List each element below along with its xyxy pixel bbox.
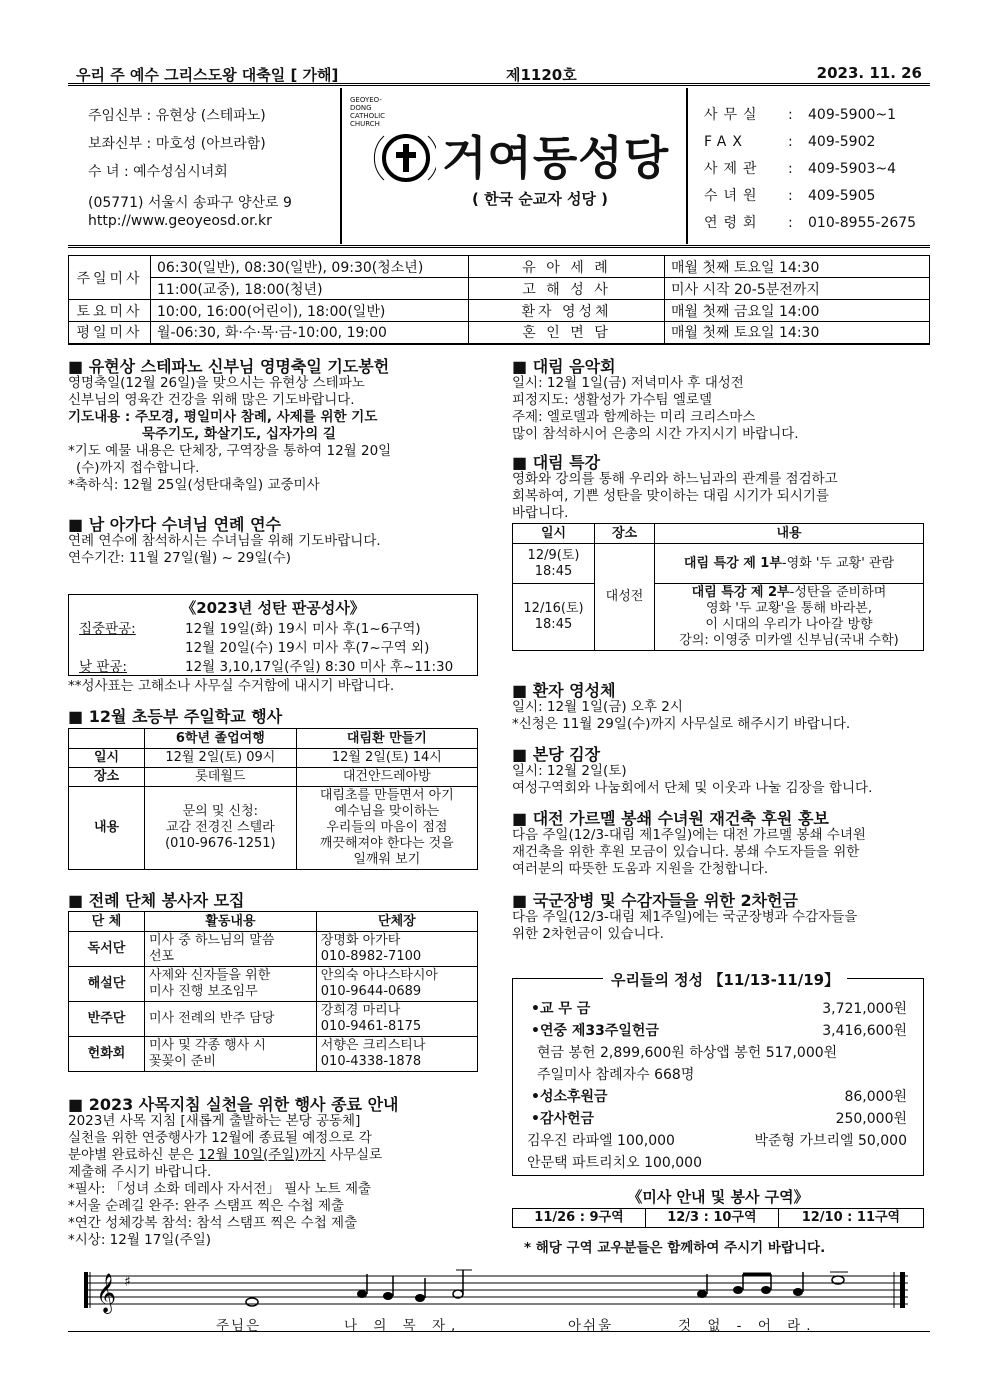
logo-ring-text: GEOYEO-DONG CATHOLIC CHURCH xyxy=(350,96,386,128)
section-title: ■ 남 아가다 수녀님 연례 연수 xyxy=(68,515,281,534)
section-title: ■ 대림 특강 xyxy=(512,453,601,472)
svg-text:𝄞: 𝄞 xyxy=(96,1273,117,1313)
mass-zone-note: * 해당 구역 교우분들은 함께하여 주시기 바랍니다. xyxy=(524,1240,826,1256)
sick-communion-value: 매월 첫째 금요일 14:00 xyxy=(665,300,930,322)
confession-value: 미사 시작 20-5분전까지 xyxy=(665,278,930,300)
lyric-4: 것 없 - 어 라. xyxy=(678,1318,817,1334)
pastor: 주임신부 : 유현상 (스테파노) xyxy=(88,108,266,124)
lyric-2: 나 의 목 자, xyxy=(344,1318,462,1334)
mass-zone-title: 《미사 안내 및 봉사 구역》 xyxy=(627,1188,809,1206)
section-feast-prayer: ■ 유현상 스테파노 신부님 영명축일 기도봉헌 영명축일(12월 26일)을 맞으시는 유현상 스테파노 신부님의 영육간 건강을 위해 많은 기도바랍니다. 기도내용 : 주모경, 평일미사 참례, 사제를 위한 기도 묵주기도, 화살기도, 십자가의 길 *기도 예물 내용은 단체장, 구역장을 통하여 12월 20일 (수)까지 접수합니다. *축하식: 12월 25일(성탄대축일) 교중미사 xyxy=(68,358,478,494)
section-title: ■ 유현상 스테파노 신부님 영명축일 기도봉헌 xyxy=(68,357,390,376)
contacts xyxy=(704,102,916,237)
sunday-school-table: 6학년 졸업여행 대림환 만들기 일시 12월 2일(토) 09시 12월 2일(토) 14시 장소 롯데월드 대건안드레아방 내용 문의 및 신청: 교감 전경진 스텔라 (010-9676-1251) 대림초를 만들면서 아기 예수님을 맞이하는 우리들의 마음이 점점 깨끗해져야 한다는 것을 일깨워 보기 xyxy=(68,728,478,870)
section-sunday-school xyxy=(68,708,478,870)
volunteer-table: 단 체 활동내용 단체장 독서단 미사 중 하느님의 말씀 선포 장명화 아가타 010-8982-7100 해설단 사제와 신자들을 위한 미사 진행 보조임무 안의숙 아나스타시아 010-9644-0689 반주단 미사 전례의 반주 담당 강희경 마리나 010-9461-8175 헌화회 미사 및 각종 행사 시 꽃꽂이 준비 서향은 크리스티나 010-4338-1878 xyxy=(68,911,478,1072)
section-advent-lecture: ■ 대림 특강 영화와 강의를 통해 우리와 하느님과의 관계를 점검하고 회복하여, 기쁜 성탄을 맞이하는 대림 시기가 되시기를 바랍니다. 일시 장소 내용 12/9(토) 18:45 대성전 대림 특강 제 1부-영화 '두 교황' 관람 12/16(토) 18:45 대림 특강 제 2부-성탄을 준비하며 영화 '두 교황'을 통해 바라본, 이 시대의 우리가 나아갈 방향 강의: 이영중 미카엘 신부님(국내 수학) xyxy=(512,454,924,651)
section-advent-concert: ■ 대림 음악회 일시: 12월 1일(금) 저녁미사 후 대성전 피정지도: 생활성가 가수팀 엘로델 주제: 엘로델과 함께하는 미리 크리스마스 많이 참석하시어 은총의 시간 가지시기 바랍니다. xyxy=(512,358,924,443)
church-logo-icon xyxy=(372,108,436,208)
contact-fax: FAX : 409-5902 xyxy=(704,134,876,150)
marriage-value: 매월 첫째 토요일 14:30 xyxy=(665,322,930,344)
church-subtitle: ( 한국 순교자 성당 ) xyxy=(472,190,609,208)
section-pastoral-guideline: ■ 2023 사목지침 실천을 위한 행사 종료 안내 2023년 사목 지침 [새롭게 출발하는 본당 공동체] 실천을 위한 연중행사가 12월에 종료될 예정으로 각 분야별 완료하신 분은 12월 10일(주일)까지 사무실로 제출해 주시기 바랍니다. *필사: 「성녀 소화 데레사 자서전」 필사 노트 제출 *서울 순례길 완주: 완주 스탬프 찍은 수첩 제출 *연간 성체강복 참석: 참석 스탬프 찍은 수첩 제출 *시상: 12월 17일(주일) xyxy=(68,1096,478,1249)
address: (05771) 서울시 송파구 양산로 9 xyxy=(88,195,292,211)
saturday-mass-times: 10:00, 16:00(어린이), 18:00(일반) xyxy=(151,300,469,322)
confession-label: 고 해 성 사 xyxy=(469,278,665,300)
baptism-value: 매월 첫째 토요일 14:30 xyxy=(665,256,930,278)
issue-date: 2023. 11. 26 xyxy=(816,64,922,82)
svg-text:♯: ♯ xyxy=(124,1274,131,1290)
staff-notation-icon xyxy=(68,1262,930,1316)
sick-communion-label: 환자 영성체 xyxy=(469,300,665,322)
mass-schedule-table xyxy=(68,255,930,345)
christmas-confession-box: 《2023년 성탄 판공성사》 집중판공: 12월 19일(화) 19시 미사 후(1~6구역) 12월 20일(수) 19시 미사 후(7~구역 외) 낮 판공: 12월 3,10,17일(주일) 8:30 미사 후~11:30 xyxy=(68,594,478,676)
section-liturgy-volunteers xyxy=(68,892,478,1072)
sunday-mass-times-2: 11:00(교중), 18:00(청년) xyxy=(151,278,469,300)
section-title: ■ 본당 김장 xyxy=(512,745,601,764)
top-bar xyxy=(68,60,930,86)
marriage-label: 혼 인 면 담 xyxy=(469,322,665,344)
offering-title: 우리들의 정성 【11/13-11/19】 xyxy=(603,969,847,990)
saturday-mass-label: 토요미사 xyxy=(69,300,151,322)
section-title: ■ 2023 사목지침 실천을 위한 행사 종료 안내 xyxy=(68,1095,399,1114)
contact-funeral: 연령회 : 010-8955-2675 xyxy=(704,215,917,231)
sunday-mass-times-1: 06:30(일반), 08:30(일반), 09:30(청소년) xyxy=(151,256,469,278)
sunday-mass-label: 주일미사 xyxy=(69,256,151,300)
section-title: ■ 국군장병 및 수감자들을 위한 2차헌금 xyxy=(512,891,798,910)
lecture-table: 일시 장소 내용 12/9(토) 18:45 대성전 대림 특강 제 1부-영화 '두 교황' 관람 12/16(토) 18:45 대림 특강 제 2부-성탄을 준비하며 영화 '두 교황'을 통해 바라본, 이 시대의 우리가 나아갈 방향 강의: 이영중 미카엘 신부님(국내 수학) xyxy=(512,523,924,651)
weekday-mass-times: 월-06:30, 화·수·목·금-10:00, 19:00 xyxy=(151,322,469,344)
section-title: ■ 전례 단체 봉사자 모집 xyxy=(68,891,245,910)
assistant-priest: 보좌신부 : 마호성 (아브라함) xyxy=(88,136,266,152)
sisters: 수 녀 : 예수성심시녀회 xyxy=(88,164,228,180)
website-url[interactable]: http://www.geoyeosd.or.kr xyxy=(88,213,272,229)
contact-office: 사무실 : 409-5900~1 xyxy=(704,107,897,123)
church-name: 거여동성당 xyxy=(442,131,670,185)
section-second-collection: ■ 국군장병 및 수감자들을 위한 2차헌금 다음 주일(12/3-대림 제1주일)에는 국군장병과 수감자들을 위한 2차헌금이 있습니다. xyxy=(512,892,924,943)
music-staff xyxy=(68,1262,930,1332)
contact-rectory: 사제관 : 409-5903~4 xyxy=(704,161,897,177)
section-kimchi: ■ 본당 김장 일시: 12월 2일(토) 여성구역회와 나눔회에서 단체 및 이웃과 나눌 김장을 합니다. xyxy=(512,746,924,797)
lyric-3: 아쉬울 xyxy=(568,1318,614,1334)
logo-area xyxy=(340,88,688,244)
offering-box: 우리들의 정성 【11/13-11/19】 •교 무 금 3,721,000원 •연중 제33주일헌금 3,416,600원 현금 봉헌 2,899,600원 하상앱 봉헌 517,000원 주일미사 참례자수 668명 •성소후원금 86,000원 •감사헌금 250,000원 김우진 라파엘 100,000 박준형 가브리엘 50,000 안문택 파트리치오 100,000 xyxy=(512,978,924,1176)
section-carmel-support: ■ 대전 가르멜 봉쇄 수녀원 재건축 후원 홍보 다음 주일(12/3-대림 제1주일)에는 대전 가르멜 봉쇄 수녀원 재건축을 위한 후원 모금이 있습니다. 봉쇄 수도자들을 위한 여러분의 따뜻한 도움과 지원을 간청합니다. xyxy=(512,810,924,878)
section-title: ■ 대림 음악회 xyxy=(512,357,616,376)
box-title: 《2023년 성탄 판공성사》 xyxy=(181,599,365,617)
confession-note: **성사표는 고해소나 사무실 수거함에 내시기 바랍니다. xyxy=(68,678,395,694)
clergy-info xyxy=(88,102,292,230)
contact-convent: 수녀원 : 409-5905 xyxy=(704,188,876,204)
mass-zone-table: 11/26 : 9구역 12/3 : 10구역 12/10 : 11구역 xyxy=(512,1208,924,1228)
header xyxy=(68,88,930,248)
lyric-1: 주님은 xyxy=(216,1318,262,1334)
section-sister-retreat: ■ 남 아가다 수녀님 연례 연수 연례 연수에 참석하시는 수녀님을 위해 기도바랍니다. 연수기간: 11월 27일(월) ~ 29일(수) xyxy=(68,516,478,567)
issue-number: 제1120호 xyxy=(506,66,577,84)
section-title: ■ 환자 영성체 xyxy=(512,681,616,700)
weekday-mass-label: 평일미사 xyxy=(69,322,151,344)
baptism-label: 유 아 세 례 xyxy=(469,256,665,278)
section-title: ■ 대전 가르멜 봉쇄 수녀원 재건축 후원 홍보 xyxy=(512,809,829,828)
section-title: ■ 12월 초등부 주일학교 행사 xyxy=(68,707,283,726)
section-sick-communion: ■ 환자 영성체 일시: 12월 1일(금) 오후 2시 *신청은 11월 29일(수)까지 사무실로 해주시기 바랍니다. xyxy=(512,682,924,733)
feast-title: 우리 주 예수 그리스도왕 대축일 [ 가해] xyxy=(76,66,339,84)
